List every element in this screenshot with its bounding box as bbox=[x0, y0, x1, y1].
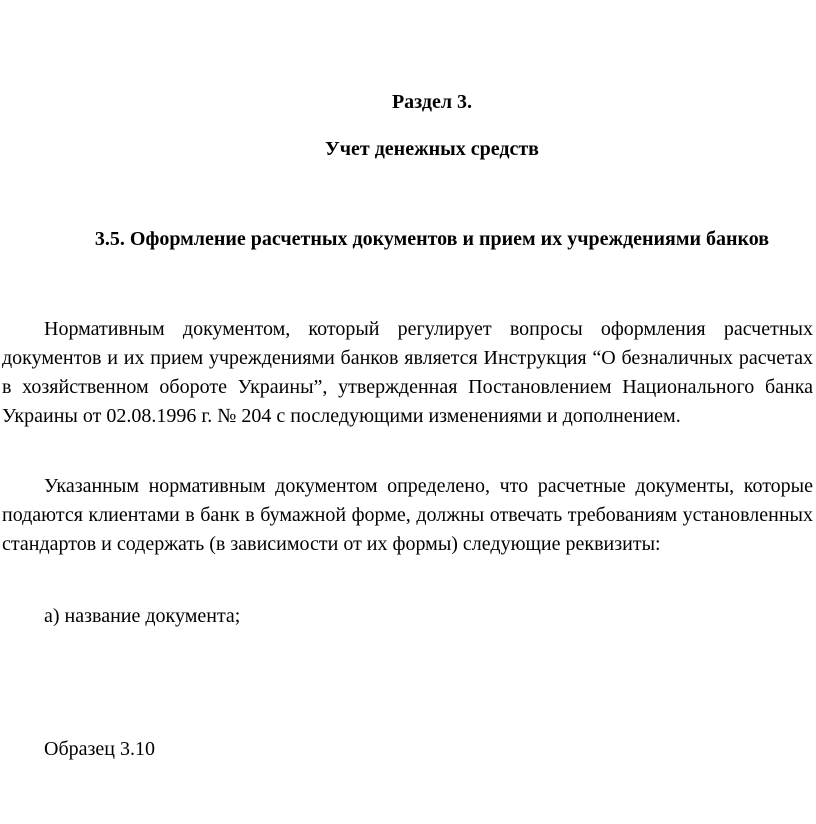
list-item-document-name: а) название документа; bbox=[44, 605, 241, 627]
sample-label: Образец 3.10 bbox=[44, 738, 155, 760]
subsection-title: 3.5. Оформление расчетных документов и прием их учреждениями банков bbox=[94, 228, 770, 250]
section-label: Раздел 3. bbox=[391, 91, 473, 113]
paragraph-regulation: Нормативным документом, который регулирует вопросы оформления расчетных документов и их прием учреждениями банков является Инструкция “О безналичных расчетах в хозяйственном обороте Украины”, утвержденная Постановлением Национального банка Украины от 02.08.1996 г. № 204 с последующими изменениями и дополнением. bbox=[2, 318, 813, 427]
section-title: Учет денежных средств bbox=[325, 138, 539, 160]
paragraph-requirements: Указанным нормативным документом определено, что расчетные документы, которые подаются клиентами в банк в бумажной форме, должны отвечать требованиям установленных стандартов и содержать (в зависимости от их формы) следующие реквизиты: bbox=[2, 475, 813, 555]
